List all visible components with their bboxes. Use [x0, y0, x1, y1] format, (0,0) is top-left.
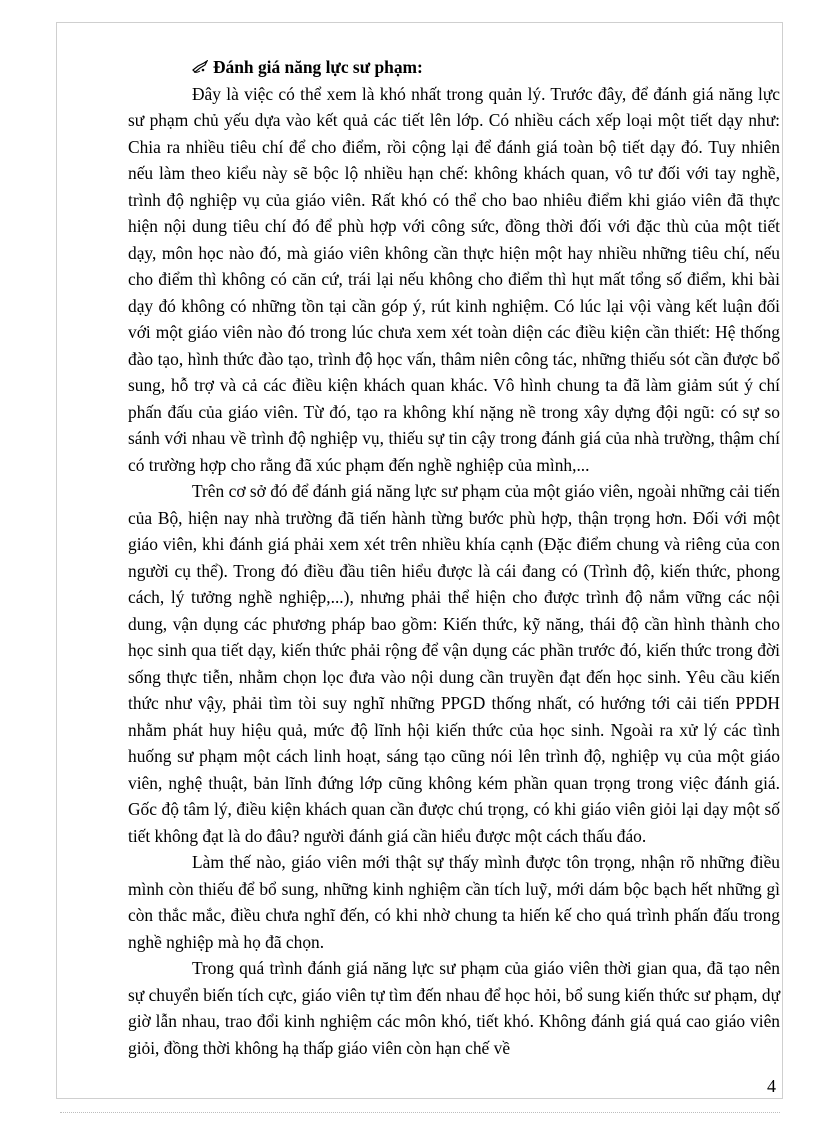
section-heading-text: Đánh giá năng lực sư phạm:	[213, 57, 423, 77]
writing-hand-icon	[192, 60, 208, 74]
paragraph-4: Trong quá trình đánh giá năng lực sư phạm của giáo viên thời gian qua, đã tạo nên sự chuyển biến tích cực, giáo viên tự tìm đến nhau để học hỏi, bổ sung kiến thức sư phạm, dự giờ lẫn nhau, trao đổi kinh nghiệm các môn khó, tiết khó. Không đánh giá quá cao giáo viên giỏi, đồng thời không hạ thấp giáo viên còn hạn chế về	[128, 958, 780, 1058]
document-body	[128, 54, 780, 1061]
section-heading	[128, 54, 780, 81]
paragraph-2: Trên cơ sở đó để đánh giá năng lực sư phạm của một giáo viên, ngoài những cải tiến của Bộ, hiện nay nhà trường đã tiến hành từng bước phù hợp, thận trọng hơn. Đối với một giáo viên, khi đánh giá phải xem xét trên nhiều khía cạnh (Đặc điểm chung và riêng của con người cụ thể). Trong đó điều đầu tiên hiểu được là cái đang có (Trình độ, kiến thức, phong cách, lý tưởng nghề nghiệp,...), nhưng phải thể hiện cho được trình độ nắm vững các nội dung, vận dụng các phương pháp bao gồm: Kiến thức, kỹ năng, thái độ cần hình thành cho học sinh qua tiết dạy, kiến thức phải rộng để vận dụng các phần trước đó, kiến thức trong đời sống thực tiễn, nhằm chọn lọc đưa vào nội dung cần truyền đạt đến học sinh. Yêu cầu kiến thức như vậy, phải tìm tòi suy nghĩ những PPGD thống nhất, có hướng tới cải tiến PPDH nhằm phát huy hiệu quả, mức độ lĩnh hội kiến thức của học sinh. Ngoài ra xử lý các tình huống sư phạm một cách linh hoạt, sáng tạo cũng nói lên trình độ, nghiệp vụ của một giáo viên, nghệ thuật, bản lĩnh đứng lớp cũng không kém phần quan trọng trong việc đánh giá. Gốc độ tâm lý, điều kiện khách quan cần được chú trọng, có khi giáo viên giỏi lại dạy một số tiết không đạt là do đâu? người đánh giá cần hiểu được một cách thấu đáo.	[128, 481, 780, 846]
page-number: 4	[767, 1076, 776, 1096]
paragraph-3: Làm thế nào, giáo viên mới thật sự thấy mình được tôn trọng, nhận rõ những điều mình còn thiếu để bổ sung, những kinh nghiệm cần tích luỹ, mới dám bộc bạch hết những gì còn thắc mắc, điều chưa nghĩ đến, có khi nhờ chung ta hiến kế cho quá trình phấn đấu trong nghề nghiệp mà họ đã chọn.	[128, 852, 780, 952]
paragraph-1: Đây là việc có thể xem là khó nhất trong quản lý. Trước đây, để đánh giá năng lực sư phạm chủ yếu dựa vào kết quả các tiết lên lớp. Có nhiều cách xếp loại một tiết dạy như: Chia ra nhiều tiêu chí để cho điểm, rồi cộng lại để đánh giá toàn bộ tiết dạy đó. Tuy nhiên nếu làm theo kiểu này sẽ bộc lộ nhiều hạn chế: không khách quan, vô tư đối với tay nghề, trình độ nghiệp vụ của giáo viên. Rất khó có thể cho bao nhiêu điểm khi giáo viên đã thực hiện nội dung tiêu chí đó để phù hợp với công sức, đồng thời đối với đặc thù của một tiết dạy, môn học nào đó, mà giáo viên không cần thực hiện một hay nhiều những tiêu chí, nếu cho điểm thì không có căn cứ, trái lại nếu không cho điểm thì hụt mất tổng số điểm, khi bài dạy đó không có những tồn tại cần góp ý, rút kinh nghiệm. Có lúc lại vội vàng kết luận đối với một giáo viên nào đó trong lúc chưa xem xét toàn diện các điều kiện cần thiết: Hệ thống đào tạo, hình thức đào tạo, trình độ học vấn, thâm niên công tác, những thiếu sót cần được bổ sung, hỗ trợ và cả các điều kiện khách quan khác. Vô hình chung ta đã làm giảm sút ý chí phấn đấu của giáo viên. Từ đó, tạo ra không khí nặng nề trong xây dựng đội ngũ: có sự so sánh với nhau về trình độ nghiệp vụ, thiếu sự tin cậy trong đánh giá của nhà trường, thậm chí có trường hợp cho rằng đã xúc phạm đến nghề nghiệp của mình,...	[128, 83, 780, 475]
footer-rule	[60, 1112, 780, 1113]
